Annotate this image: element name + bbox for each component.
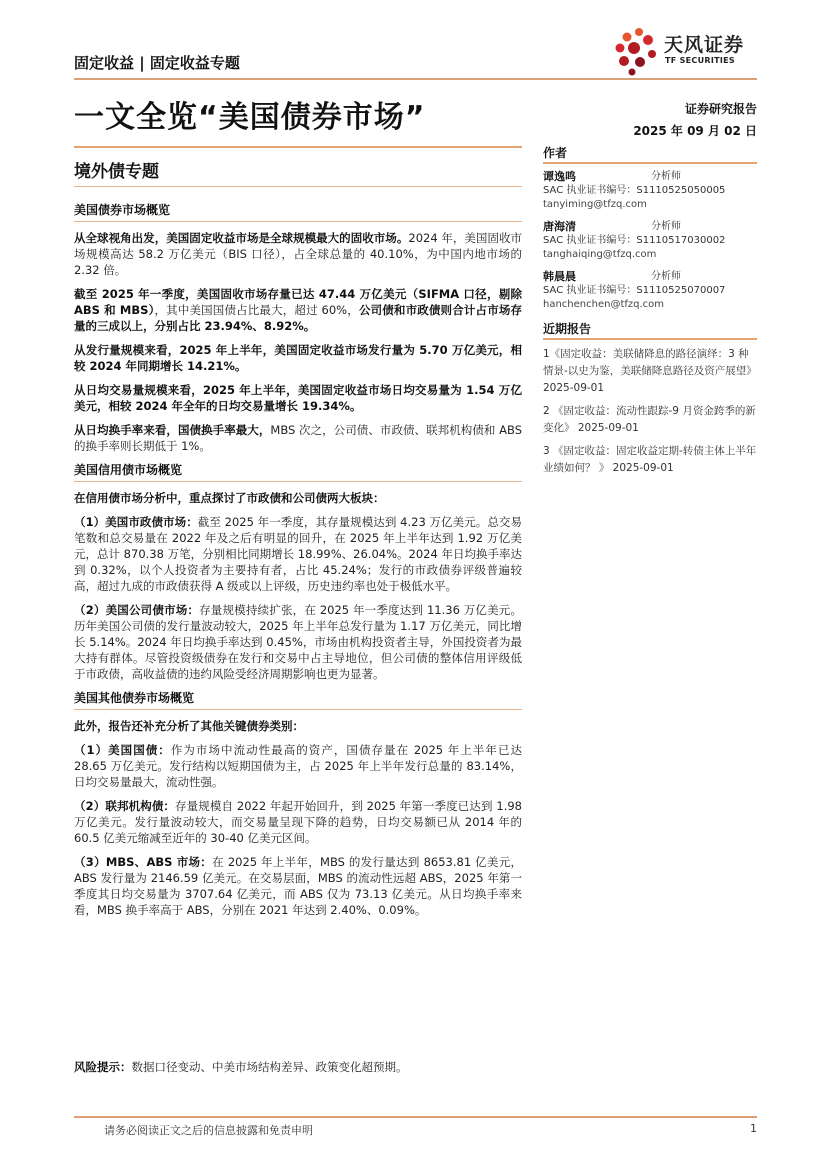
paragraph [74,798,522,846]
title-divider [74,146,522,148]
risk-text: 数据口径变动、中美市场结构差异、政策变化超预期。 [131,1060,408,1074]
header-divider [74,78,757,80]
company-logo [612,26,762,76]
author-sac: SAC 执业证书编号：S1110525070007 [543,285,726,296]
bold-text: 此外，报告还补充分析了其他关键债券类别： [74,719,304,733]
bold-text: 从日均交易量规模来看，2025 年上半年，美国固定收益市场日均交易量为 1.54 万亿美元，相较 2024 年全年的日均交易量增长 19.34%。 [74,383,522,413]
body-text: 作为市场中流动性最高的资产，国债存量在 2025 年上半年已达 28.65 万亿美元。发行结构以短期国债为主，占 2025 年上半年发行总量的 83.14%，日均交易量最大，流动性强。 [74,743,522,789]
author-sac: SAC 执业证书编号：S1110525050005 [543,185,726,196]
recent-report-link[interactable]: 3 《固定收益：固定收益定期-转债主体上半年业绩如何？ 》 2025-09-01 [543,445,757,474]
author-panel [543,146,757,320]
main-content [74,202,522,926]
body-text: 存量规模自 2022 年起开始回升，到 2025 年第一季度已达到 1.98 万亿美元。发行量波动较大，而交易量呈现下降的趋势，日均交易额已从 2014 年的 60.5 亿美元缩减至近年的 30-40 亿美元区间。 [74,799,522,845]
paragraph [74,854,522,918]
paragraph [74,514,522,594]
section-heading: 美国信用债市场概览 [74,462,522,482]
bold-text: 公司债和市政债则合计占市场存量的三成以上，分别占比 23.94%、8.92%。 [74,303,523,333]
author-name: 唐海清 [543,220,576,233]
bold-text: 截至 2025 年一季度，美国固收市场存量已达 47.44 万亿美元（SIFMA 口径，剔除 ABS 和 MBS） [74,287,522,317]
bold-text: （1）美国市政债市场： [74,515,198,529]
body-text: MBS 次之，公司债、市政债、联邦机构债和 ABS 的换手率则长期低于 1%。 [74,423,522,453]
risk-warning [74,1059,522,1075]
paragraph [74,342,522,374]
author-entry [543,220,757,270]
report-date: 2025 年 09 月 02 日 [633,124,757,138]
report-category: 固定收益 | 固定收益专题 [74,54,240,72]
recent-report-link[interactable]: 2 《固定收益：流动性跟踪-9 月资金跨季的新变化》 2025-09-01 [543,405,756,434]
bold-text: （2）美国公司债市场： [74,603,200,617]
subtitle-divider [74,186,522,187]
risk-label: 风险提示： [74,1060,132,1074]
footer-disclaimer: 请务必阅读正文之后的信息披露和免责申明 [104,1124,313,1137]
body-text: 在 2025 年上半年，MBS 的发行量达到 8653.81 亿美元，ABS 发行量为 2146.59 亿美元。在交易层面，MBS 的流动性远超 ABS，2025 年第一季度其日均交易量为 3707.64 亿美元，而 ABS 仅为 73.13 亿美元。从日均换手率来看，MBS 换手率高于 ABS，分别在 2021 年达到 2.40%、0.09%。 [74,855,522,917]
report-subtitle: 境外债专题 [74,162,159,182]
paragraph [74,230,522,278]
report-title: 一文全览“美国债券市场” [74,100,426,135]
section-heading: 美国债券市场概览 [74,202,522,222]
author-entry [543,170,757,220]
logo-text-en: TF SECURITIES [665,56,735,65]
body-text: 存量规模持续扩张，在 2025 年一季度达到 11.36 万亿美元。历年美国公司债的发行量波动较大，2025 年上半年总发行量为 1.17 万亿美元，同比增长 5.14%。2024 年日均换手率达到 0.45%，市场由机构投资者主导，外国投资者为最大持有群体。尽管投资级债券在发行和交易中占主导地位，但公司债的整体信用评级低于市政债，高收益债的违约风险受经济周期影响也更为显著。 [74,603,522,681]
bold-text: 从发行量规模来看，2025 年上半年，美国固定收益市场发行量为 5.70 万亿美元，相较 2024 年同期增长 14.21%。 [74,343,522,373]
body-text: 截至 2025 年一季度，其存量规模达到 4.23 万亿美元。总交易笔数和总交易量在 2022 年及之后有明显的回升，在 2025 年上半年达到 1.92 万亿美元，总计 870.38 万笔，分别相比同期增长 18.99%、26.04%。2024 年日均换手率达到 0.32%，以个人投资者为主要持有者，占比 45.24%；发行的市政债券评级普遍较高，超过九成的市政债获得 A 级或以上评级，历史违约率也处于极低水平。 [74,515,522,593]
author-entry [543,270,757,320]
paragraph [74,286,522,334]
bold-text: （2）联邦机构债： [74,799,176,813]
author-name: 谭逸鸣 [543,170,576,183]
paragraph [74,718,522,734]
bold-text: （3）MBS、ABS 市场： [74,855,213,869]
section-heading: 美国其他债券市场概览 [74,690,522,710]
paragraph [74,382,522,414]
paragraph [74,422,522,454]
paragraph [74,490,522,506]
bold-text: （1）美国国债： [74,743,171,757]
logo-text-cn: 天风证券 [664,34,745,56]
bold-text: 在信用债市场分析中，重点探讨了市政债和公司债两大板块： [74,491,385,505]
bold-text: 从日均换手率来看，国债换手率最大， [74,423,271,437]
author-role: 分析师 [651,221,681,232]
author-email[interactable]: hanchenchen@tfzq.com [543,299,665,310]
author-header: 作者 [543,146,757,164]
logo-mark-icon [612,26,662,76]
author-sac: SAC 执业证书编号：S1110517030002 [543,235,726,246]
paragraph [74,742,522,790]
author-name: 韩晨晨 [543,270,576,283]
report-type: 证券研究报告 [684,102,757,116]
body-text: ，其中美国国债占比最大，超过 60%， [154,303,359,317]
footer-divider [74,1116,757,1118]
bold-text: 从全球视角出发，美国固定收益市场是全球规模最大的固收市场。 [74,231,409,245]
paragraph [74,602,522,682]
author-email[interactable]: tanyiming@tfzq.com [543,199,647,210]
recent-reports-header: 近期报告 [543,322,757,340]
recent-reports-panel [543,322,757,483]
body-text: 2024 年，美国固收市场规模高达 58.2 万亿美元（BIS 口径），占全球总量的 40.10%，为中国内地市场的 2.32 倍。 [74,231,523,277]
page-number: 1 [750,1122,757,1135]
author-role: 分析师 [651,171,681,182]
author-role: 分析师 [651,271,681,282]
recent-report-link[interactable]: 1《固定收益：美联储降息的路径演绎：3 种情景-以史为鉴，美联储降息路径及资产展望》 2025-09-01 [543,348,757,394]
author-email[interactable]: tanghaiqing@tfzq.com [543,249,657,260]
